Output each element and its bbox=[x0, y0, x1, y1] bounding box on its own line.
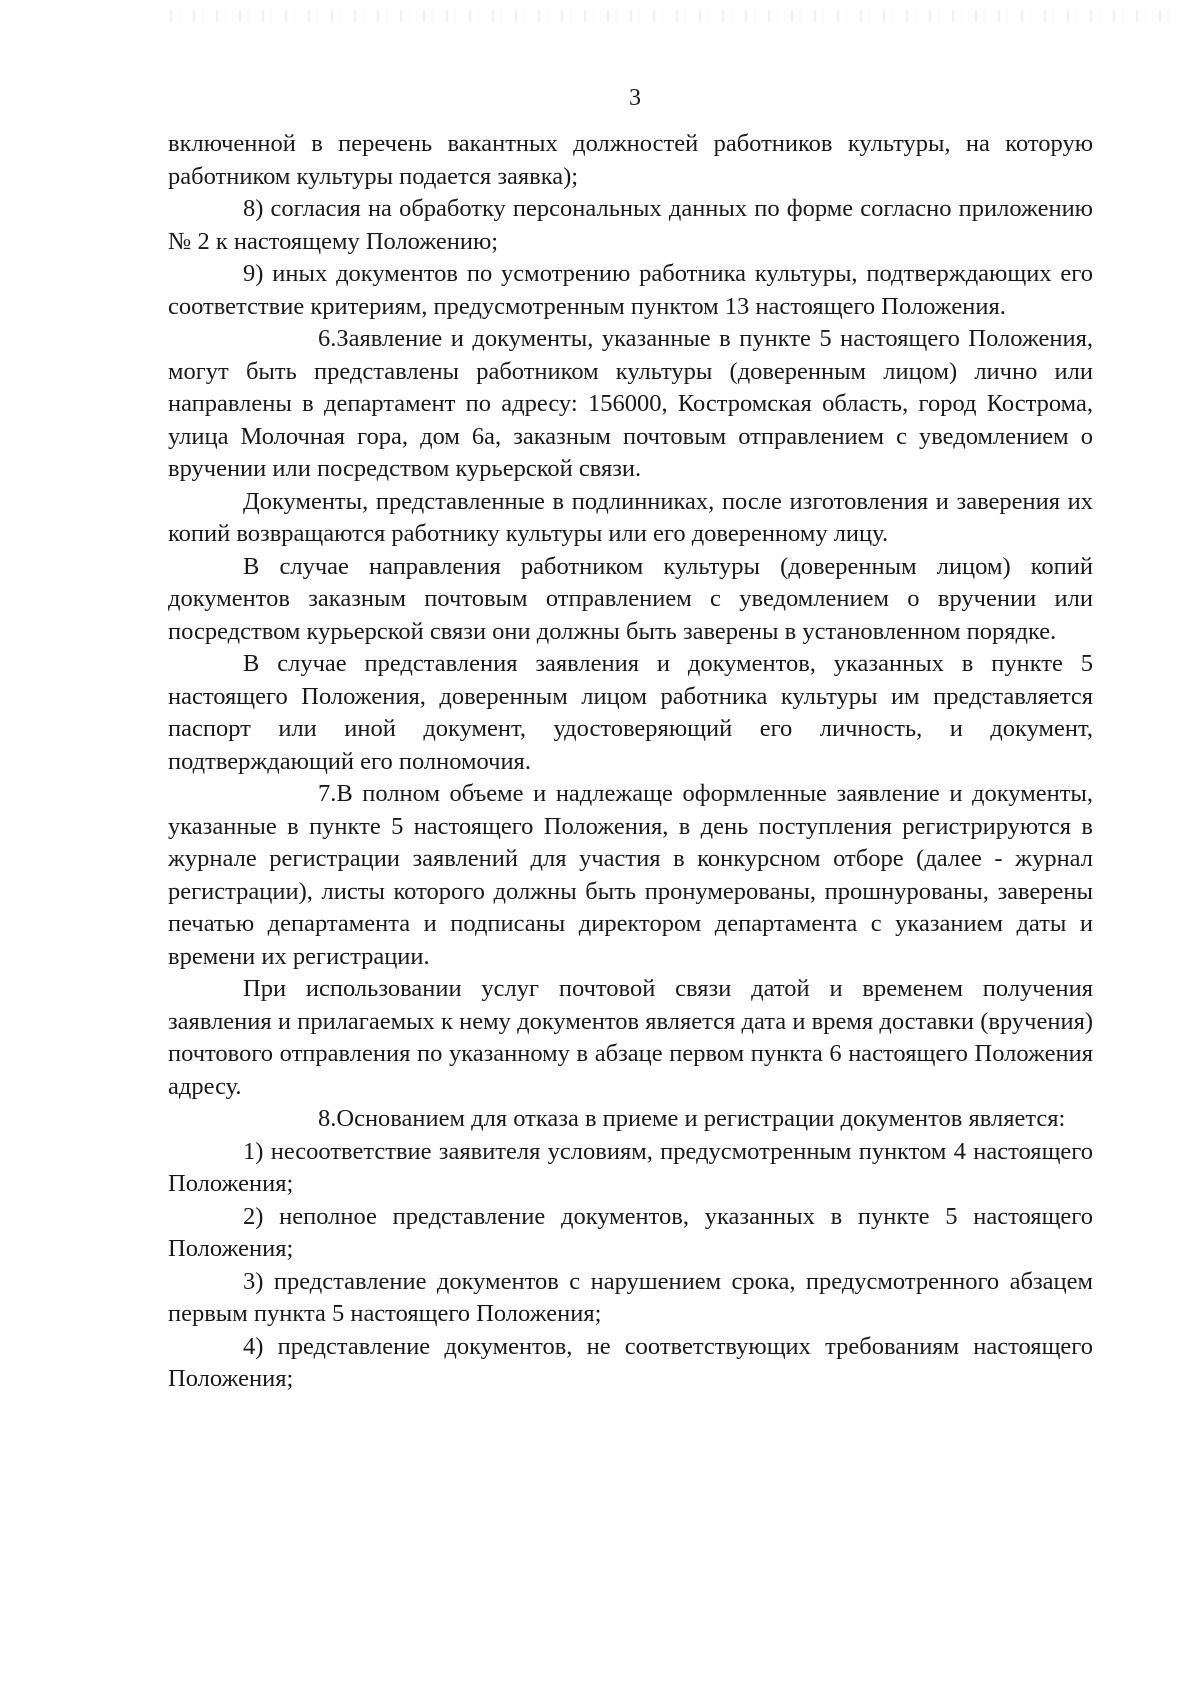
page-number: 3 bbox=[629, 85, 641, 111]
paragraph-11: 1) несоответствие заявителя условиям, предусмотренным пунктом 4 настоящего Положения; bbox=[168, 1137, 1093, 1197]
clause-number: 8. bbox=[318, 1105, 337, 1132]
scan-edge-artifact bbox=[170, 10, 1170, 22]
paragraph-2: 8) согласия на обработку персональных данных по форме согласно приложению № 2 к настоящему Положению; bbox=[168, 195, 1093, 255]
clause-number: 6. bbox=[318, 325, 337, 352]
paragraph-3: 9) иных документов по усмотрению работника культуры, подтверждающих его соответствие критериям, предусмотренным пунктом 13 настоящего Положения. bbox=[168, 260, 1093, 320]
paragraph-4 bbox=[168, 323, 1093, 486]
paragraph-9: При использовании услуг почтовой связи датой и временем получения заявления и прилагаемых к нему документов является дата и время доставки (вручения) почтового отправления по указанному в абзаце первом пункта 6 настоящего Положения адресу. bbox=[168, 975, 1093, 1100]
paragraph-7: В случае представления заявления и документов, указанных в пункте 5 настоящего Положения, доверенным лицом работника культуры им представляется паспорт или иной документ, удостоверяющий его личность, и документ, подтверждающий его полномочия. bbox=[168, 650, 1093, 775]
paragraph-text: В полном объеме и надлежаще оформленные заявление и документы, указанные в пункте 5 настоящего Положения, в день поступления регистрируются в журнале регистрации заявлений для участия в конкурсном отборе (далее - журнал регистрации), листы которого должны быть пронумерованы, прошнурованы, заверены печатью департамента и подписаны директором департамента с указанием даты и времени их регистрации. bbox=[168, 780, 1093, 970]
paragraph-text: Основанием для отказа в приеме и регистрации документов является: bbox=[336, 1105, 1066, 1132]
paragraph-10 bbox=[168, 1103, 1093, 1136]
paragraph-12: 2) неполное представление документов, указанных в пункте 5 настоящего Положения; bbox=[168, 1202, 1093, 1262]
paragraph-8 bbox=[168, 778, 1093, 973]
paragraph-text: Заявление и документы, указанные в пункте 5 настоящего Положения, могут быть представлены работником культуры (доверенным лицом) лично или направлены в департамент по адресу: 156000, Костромская область, город Кострома, улица Молочная гора, дом 6а, заказным почтовым отправлением с уведомлением о вручении или посредством курьерской связи. bbox=[168, 325, 1093, 482]
paragraph-5: Документы, представленные в подлинниках, после изготовления и заверения их копий возвращаются работнику культуры или его доверенному лицу. bbox=[168, 487, 1093, 547]
clause-number: 7. bbox=[318, 780, 337, 807]
document-body bbox=[168, 128, 1093, 1396]
paragraph-1: включенной в перечень вакантных должностей работников культуры, на которую работником культуры подается заявка); bbox=[168, 130, 1093, 190]
paragraph-13: 3) представление документов с нарушением срока, предусмотренного абзацем первым пункта 5 настоящего Положения; bbox=[168, 1267, 1093, 1327]
paragraph-14: 4) представление документов, не соответствующих требованиям настоящего Положения; bbox=[168, 1332, 1093, 1392]
paragraph-6: В случае направления работником культуры (доверенным лицом) копий документов заказным почтовым отправлением с уведомлением о вручении или посредством курьерской связи они должны быть заверены в установленном порядке. bbox=[168, 552, 1093, 645]
